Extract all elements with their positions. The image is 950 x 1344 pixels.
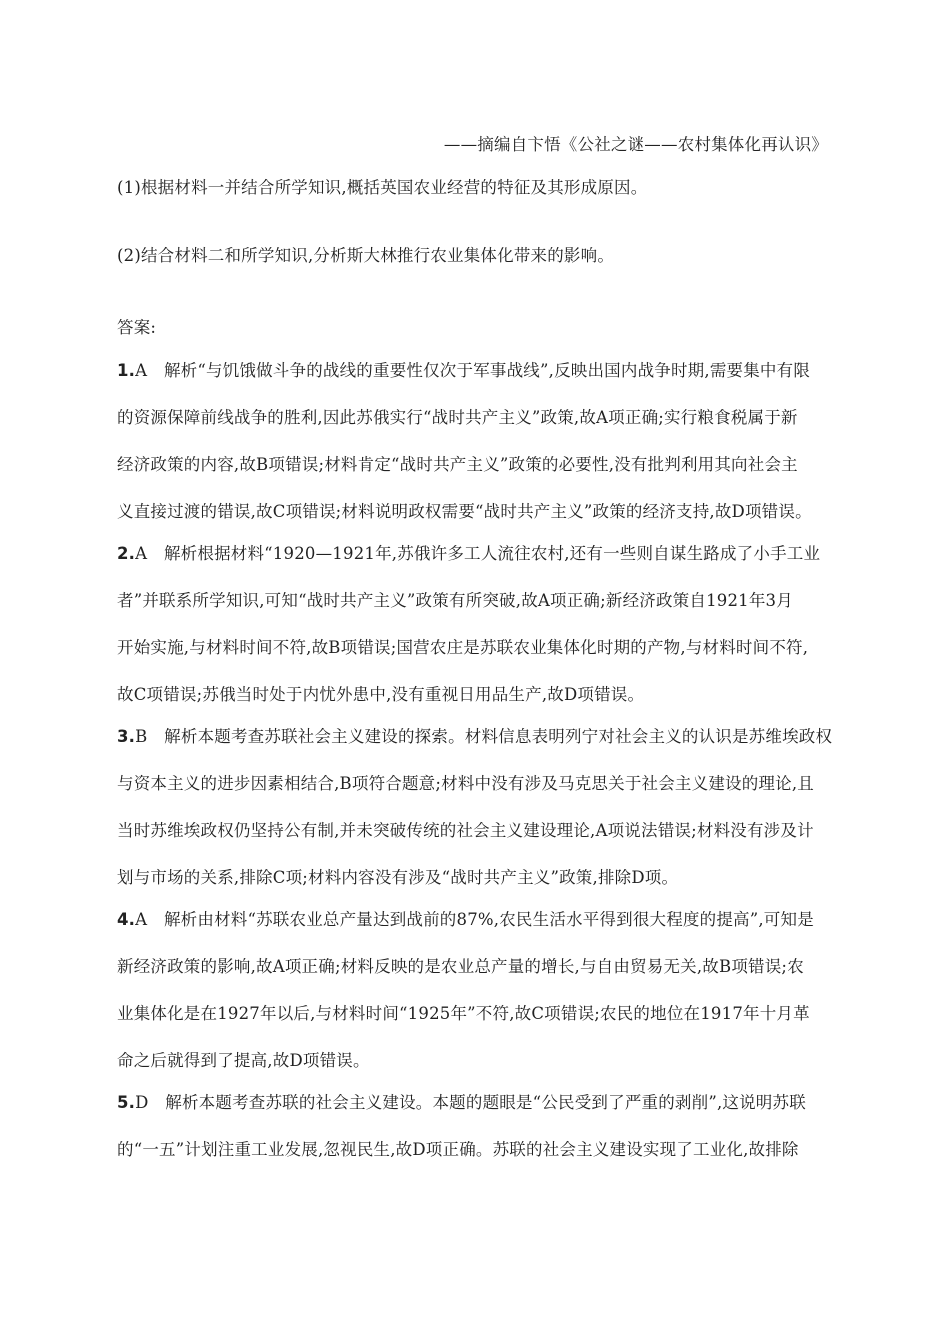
answer-1-number: 1. — [117, 361, 136, 380]
answer-4-number: 4. — [117, 910, 136, 929]
answer-5-text-1: D 解析本题考查苏联的社会主义建设。本题的题眼是“公民受到了严重的剥削”,这说明苏联 — [135, 1093, 806, 1112]
answer-2-line-1 — [117, 540, 820, 564]
answer-1-line-2: 的资源保障前线战争的胜利,因此苏俄实行“战时共产主义”政策,故A项正确;实行粮食税属于新 — [117, 408, 798, 427]
answer-4-text-1: A 解析由材料“苏联农业总产量达到战前的87%,农民生活水平得到很大程度的提高”,可知是 — [135, 910, 814, 929]
answer-1-line-3: 经济政策的内容,故B项错误;材料肯定“战时共产主义”政策的必要性,没有批判利用其向社会主 — [117, 455, 798, 474]
answer-2-line-3: 开始实施,与材料时间不符,故B项错误;国营农庄是苏联农业集体化时期的产物,与材料时间不符, — [117, 638, 809, 657]
question-2: (2)结合材料二和所学知识,分析斯大林推行农业集体化带来的影响。 — [117, 246, 615, 265]
answer-4-line-2: 新经济政策的影响,故A项正确;材料反映的是农业总产量的增长,与自由贸易无关,故B项错误;农 — [117, 957, 804, 976]
answer-5-number: 5. — [117, 1093, 136, 1112]
answer-3-line-4: 划与市场的关系,排除C项;材料内容没有涉及“战时共产主义”政策,排除D项。 — [117, 868, 679, 887]
answer-1-line-4: 义直接过渡的错误,故C项错误;材料说明政权需要“战时共产主义”政策的经济支持,故D项错误。 — [117, 502, 812, 521]
source-citation: ——摘编自卞悟《公社之谜——农村集体化再认识》 — [443, 135, 828, 154]
answer-5-line-1 — [117, 1089, 806, 1113]
answer-1-text-1: A 解析“与饥饿做斗争的战线的重要性仅次于军事战线”,反映出国内战争时期,需要集中有限 — [135, 361, 811, 380]
answer-5-line-2: 的“一五”计划注重工业发展,忽视民生,故D项正确。苏联的社会主义建设实现了工业化,故排除 — [117, 1140, 799, 1159]
answer-4-line-1 — [117, 906, 814, 930]
answer-3-line-2: 与资本主义的进步因素相结合,B项符合题意;材料中没有涉及马克思关于社会主义建设的理论,且 — [117, 774, 814, 793]
answer-4-line-3: 业集体化是在1927年以后,与材料时间“1925年”不符,故C项错误;农民的地位在1917年十月革 — [117, 1004, 810, 1023]
answer-2-line-2: 者”并联系所学知识,可知“战时共产主义”政策有所突破,故A项正确;新经济政策自1921年3月 — [117, 591, 793, 610]
answer-3-line-3: 当时苏维埃政权仍坚持公有制,并未突破传统的社会主义建设理论,A项说法错误;材料没有涉及计 — [117, 821, 814, 840]
answer-4-line-4: 命之后就得到了提高,故D项错误。 — [117, 1051, 370, 1070]
answer-2-number: 2. — [117, 544, 136, 563]
answer-3-text-1: B 解析本题考查苏联社会主义建设的探索。材料信息表明列宁对社会主义的认识是苏维埃政权 — [135, 727, 833, 746]
answer-2-text-1: A 解析根据材料“1920—1921年,苏俄许多工人流往农村,还有一些则自谋生路成了小手工业 — [135, 544, 821, 563]
answer-3-number: 3. — [117, 727, 136, 746]
answer-3-line-1 — [117, 723, 832, 747]
answer-2-line-4: 故C项错误;苏俄当时处于内忧外患中,没有重视日用品生产,故D项错误。 — [117, 685, 645, 704]
answer-1-line-1 — [117, 357, 810, 381]
answers-heading: 答案: — [117, 318, 157, 337]
question-1: (1)根据材料一并结合所学知识,概括英国农业经营的特征及其形成原因。 — [117, 178, 648, 197]
